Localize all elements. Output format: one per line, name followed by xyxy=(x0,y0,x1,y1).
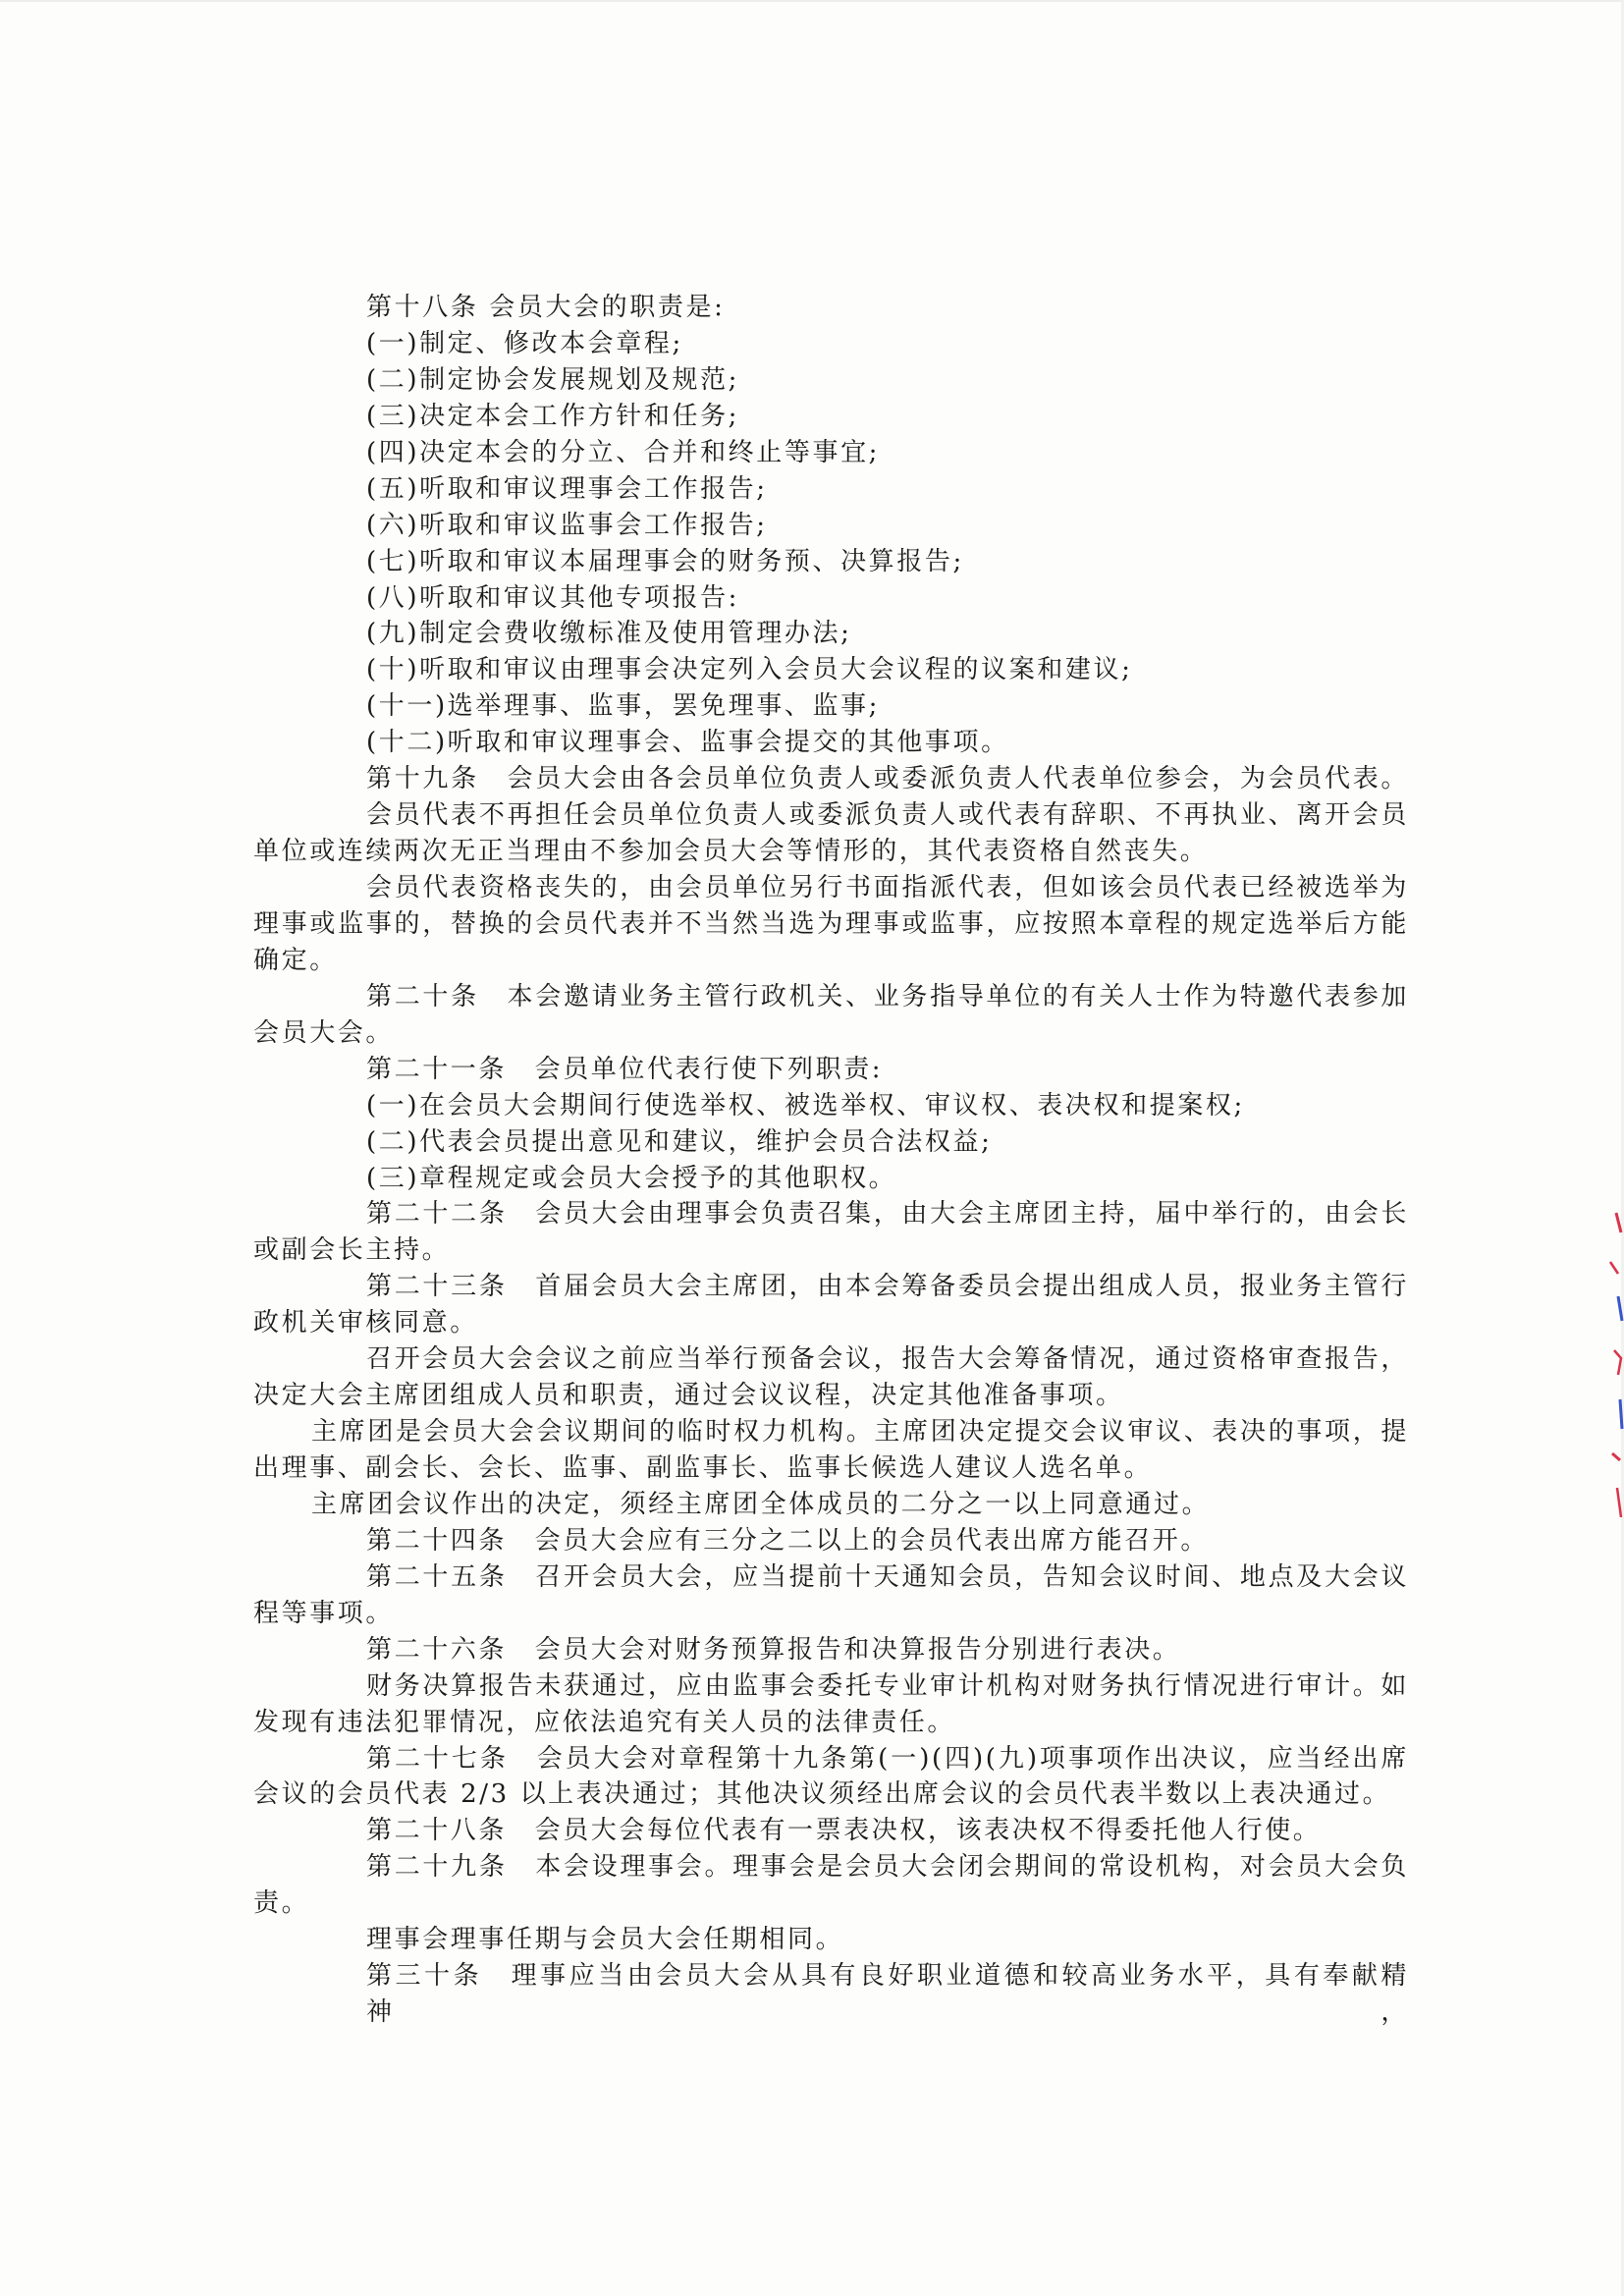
article-21-item-1: (一)在会员大会期间行使选举权、被选举权、审议权、表决权和提案权; xyxy=(366,1090,1245,1121)
article-19-para3-line: 理事或监事的，替换的会员代表并不当然当选为理事或监事，应按照本章程的规定选举后方能 xyxy=(253,908,1409,939)
article-24-line: 第二十四条 会员大会应有三分之二以上的会员代表出席方能召开。 xyxy=(366,1525,1210,1556)
article-20-line: 第二十条 本会邀请业务主管行政机关、业务指导单位的有关人士作为特邀代表参加 xyxy=(366,981,1409,1011)
article-18-item-1: (一)制定、修改本会章程; xyxy=(366,328,683,358)
article-22-line: 或副会长主持。 xyxy=(253,1235,451,1266)
article-26-line: 第二十六条 会员大会对财务预算报告和决算报告分别进行表决。 xyxy=(366,1634,1181,1665)
article-18-item-5: (五)听取和审议理事会工作报告; xyxy=(366,473,768,504)
article-18-item-7: (七)听取和审议本届理事会的财务预、决算报告; xyxy=(366,546,964,576)
article-19-line: 第十九条 会员大会由各会员单位负责人或委派负责人代表单位参会，为会员代表。 xyxy=(366,764,1409,794)
article-18-item-9: (九)制定会费收缴标准及使用管理办法; xyxy=(366,619,852,649)
article-21-heading: 第二十一条 会员单位代表行使下列职责: xyxy=(366,1054,884,1084)
article-27-line: 会议的会员代表 2/3 以上表决通过；其他决议须经出席会议的会员代表半数以上表决通过。 xyxy=(253,1779,1391,1810)
article-18-item-6: (六)听取和审议监事会工作报告; xyxy=(366,510,768,540)
article-22-line: 第二十二条 会员大会由理事会负责召集，由大会主席团主持，届中举行的，由会长 xyxy=(366,1199,1409,1230)
article-18-item-11: (十一)选举理事、监事，罢免理事、监事; xyxy=(366,691,881,722)
article-19-para3-line: 确定。 xyxy=(253,945,338,975)
article-19-para2-line: 会员代表不再担任会员单位负责人或委派负责人或代表有辞职、不再执业、离开会员 xyxy=(366,800,1409,831)
article-18-item-10: (十)听取和审议由理事会决定列入会员大会议程的议案和建议; xyxy=(366,655,1133,685)
document-body xyxy=(253,290,1409,2028)
article-26-para2-line: 发现有违法犯罪情况，应依法追究有关人员的法律责任。 xyxy=(253,1707,956,1737)
article-18-item-12: (十二)听取和审议理事会、监事会提交的其他事项。 xyxy=(366,728,1009,758)
article-18-item-4: (四)决定本会的分立、合并和终止等事宜; xyxy=(366,437,881,467)
article-25-line: 程等事项。 xyxy=(253,1598,395,1628)
article-25-line: 第二十五条 召开会员大会，应当提前十天通知会员，告知会议时间、地点及大会议 xyxy=(366,1561,1409,1592)
article-29-line: 第二十九条 本会设理事会。理事会是会员大会闭会期间的常设机构，对会员大会负 xyxy=(366,1852,1409,1883)
article-20-line: 会员大会。 xyxy=(253,1017,395,1048)
article-29-para2-line: 理事会理事任期与会员大会任期相同。 xyxy=(366,1925,844,1955)
article-28-line: 第二十八条 会员大会每位代表有一票表决权，该表决权不得委托他人行使。 xyxy=(366,1816,1322,1846)
article-19-para3-line: 会员代表资格丧失的，由会员单位另行书面指派代表，但如该会员代表已经被选举为 xyxy=(366,873,1409,902)
article-21-item-2: (二)代表会员提出意见和建议，维护会员合法权益; xyxy=(366,1126,993,1157)
article-23-line: 政机关审核同意。 xyxy=(253,1308,478,1339)
article-23-para4-line: 主席团会议作出的决定，须经主席团全体成员的二分之一以上同意通过。 xyxy=(311,1489,1211,1519)
article-26-para2-line: 财务决算报告未获通过，应由监事会委托专业审计机构对财务执行情况进行审计。如 xyxy=(366,1670,1409,1701)
article-18-item-2: (二)制定协会发展规划及规范; xyxy=(366,364,740,395)
article-23-line: 第二十三条 首届会员大会主席团，由本会筹备委员会提出组成人员，报业务主管行 xyxy=(366,1272,1409,1302)
article-23-para3-line: 出理事、副会长、会长、监事、副监事长、监事长候选人建议人选名单。 xyxy=(253,1453,1153,1483)
article-23-para2-line: 决定大会主席团组成人员和职责，通过会议议程，决定其他准备事项。 xyxy=(253,1381,1124,1411)
article-18-item-8: (八)听取和审议其他专项报告: xyxy=(366,582,740,613)
article-21-item-3: (三)章程规定或会员大会授予的其他职权。 xyxy=(366,1163,897,1193)
article-19-para2-line: 单位或连续两次无正当理由不参加会员大会等情形的，其代表资格自然丧失。 xyxy=(253,837,1209,867)
article-18-item-3: (三)决定本会工作方针和任务; xyxy=(366,401,740,431)
seal-fragment-icon xyxy=(1589,1203,1624,1537)
article-18-heading: 第十八条 会员大会的职责是: xyxy=(366,293,726,322)
article-27-line: 第二十七条 会员大会对章程第十九条第(一)(四)(九)项事项作出决议，应当经出席 xyxy=(366,1743,1409,1774)
article-23-para3-line: 主席团是会员大会会议期间的临时权力机构。主席团决定提交会议审议、表决的事项，提 xyxy=(311,1417,1409,1448)
article-23-para2-line: 召开会员大会会议之前应当举行预备会议，报告大会筹备情况，通过资格审查报告， xyxy=(366,1344,1409,1375)
article-29-line: 责。 xyxy=(253,1888,310,1919)
article-30-line: 第三十条 理事应当由会员大会从具有良好职业道德和较高业务水平，具有奉献精神， xyxy=(366,1961,1409,2028)
